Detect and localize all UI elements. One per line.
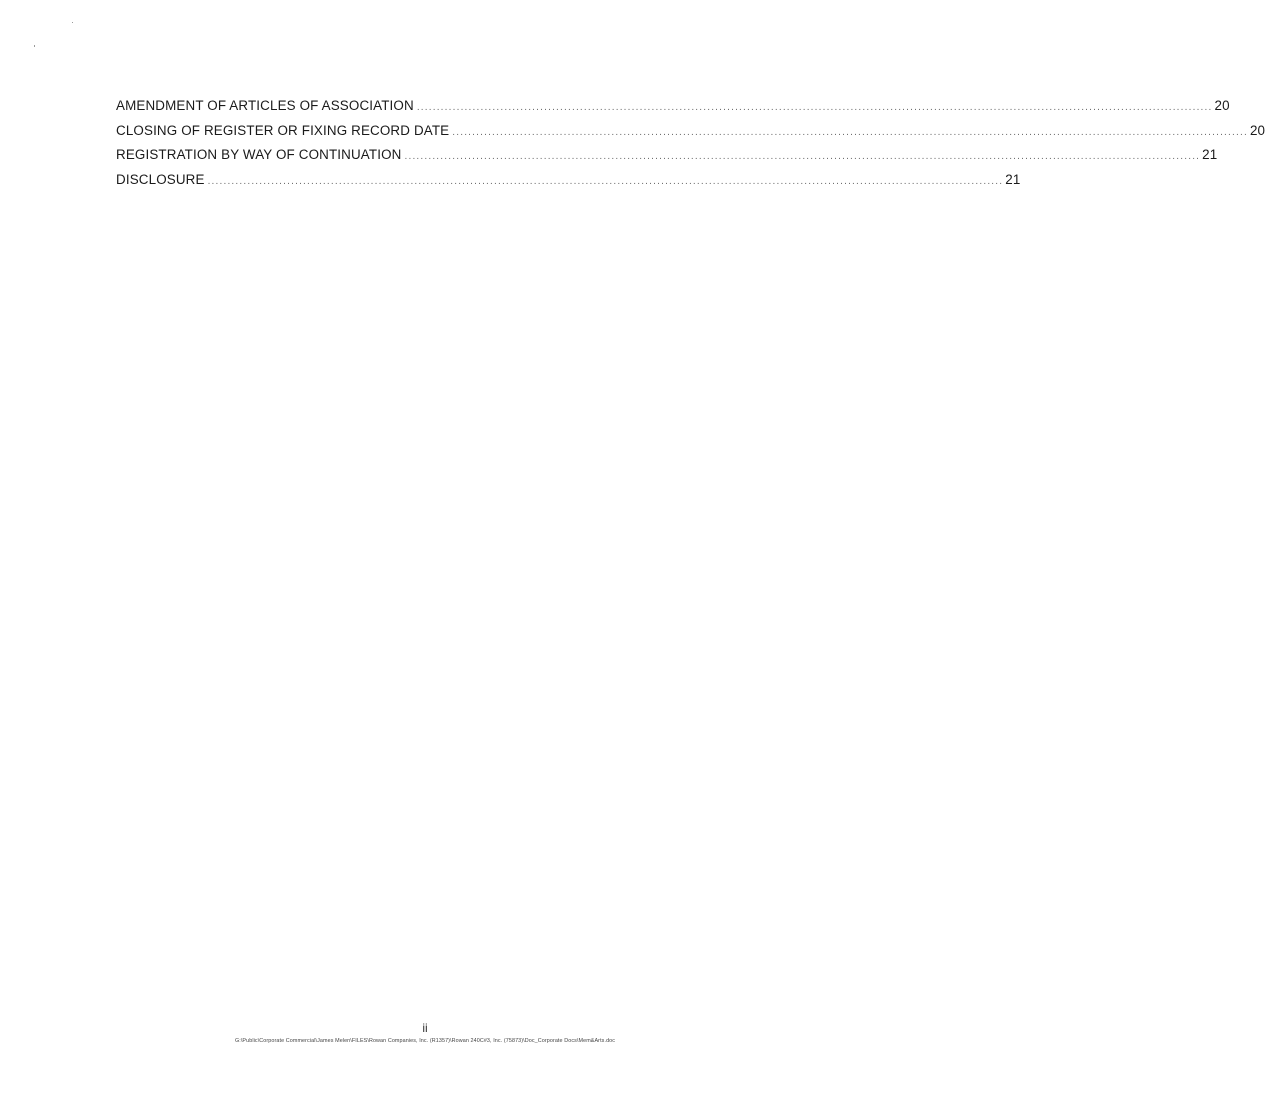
toc-dot-leader: ........................................................................................................................................................................................................	[416, 102, 1213, 113]
toc-entry-page: 20	[1214, 98, 1230, 113]
toc-entry-title: DISCLOSURE	[116, 171, 205, 187]
toc-dot-leader: ........................................................................................................................................................................................................	[207, 175, 1004, 187]
page-number: ii	[422, 1021, 428, 1035]
toc-entry[interactable]	[116, 171, 1021, 197]
toc-entry-page: 21	[1005, 171, 1021, 187]
toc-entry-page: 20	[1249, 122, 1265, 138]
footer-file-path: G:\Public\Corporate Commercial\James Melen\FILES\Rowan Companies, Inc. (R1357)\Rowan 240C#3, Inc. (75873)\Doc_Corporate Docs\Mem&Arts.doc	[234, 1038, 616, 1044]
scan-speck	[72, 22, 73, 23]
table-of-contents	[116, 98, 1265, 196]
toc-entry-title: AMENDMENT OF ARTICLES OF ASSOCIATION	[116, 98, 414, 113]
toc-entry-title: CLOSING OF REGISTER OR FIXING RECORD DATE	[116, 122, 450, 138]
toc-entry[interactable]	[116, 98, 1230, 123]
scan-speck	[34, 45, 35, 47]
toc-entry-title: REGISTRATION BY WAY OF CONTINUATION	[116, 147, 402, 162]
toc-entry[interactable]	[116, 122, 1265, 148]
toc-entry[interactable]	[116, 147, 1218, 172]
toc-dot-leader: ........................................................................................................................................................................................................	[452, 126, 1248, 138]
toc-dot-leader: ........................................................................................................................................................................................................	[404, 151, 1201, 162]
toc-entry-page: 21	[1202, 147, 1218, 162]
